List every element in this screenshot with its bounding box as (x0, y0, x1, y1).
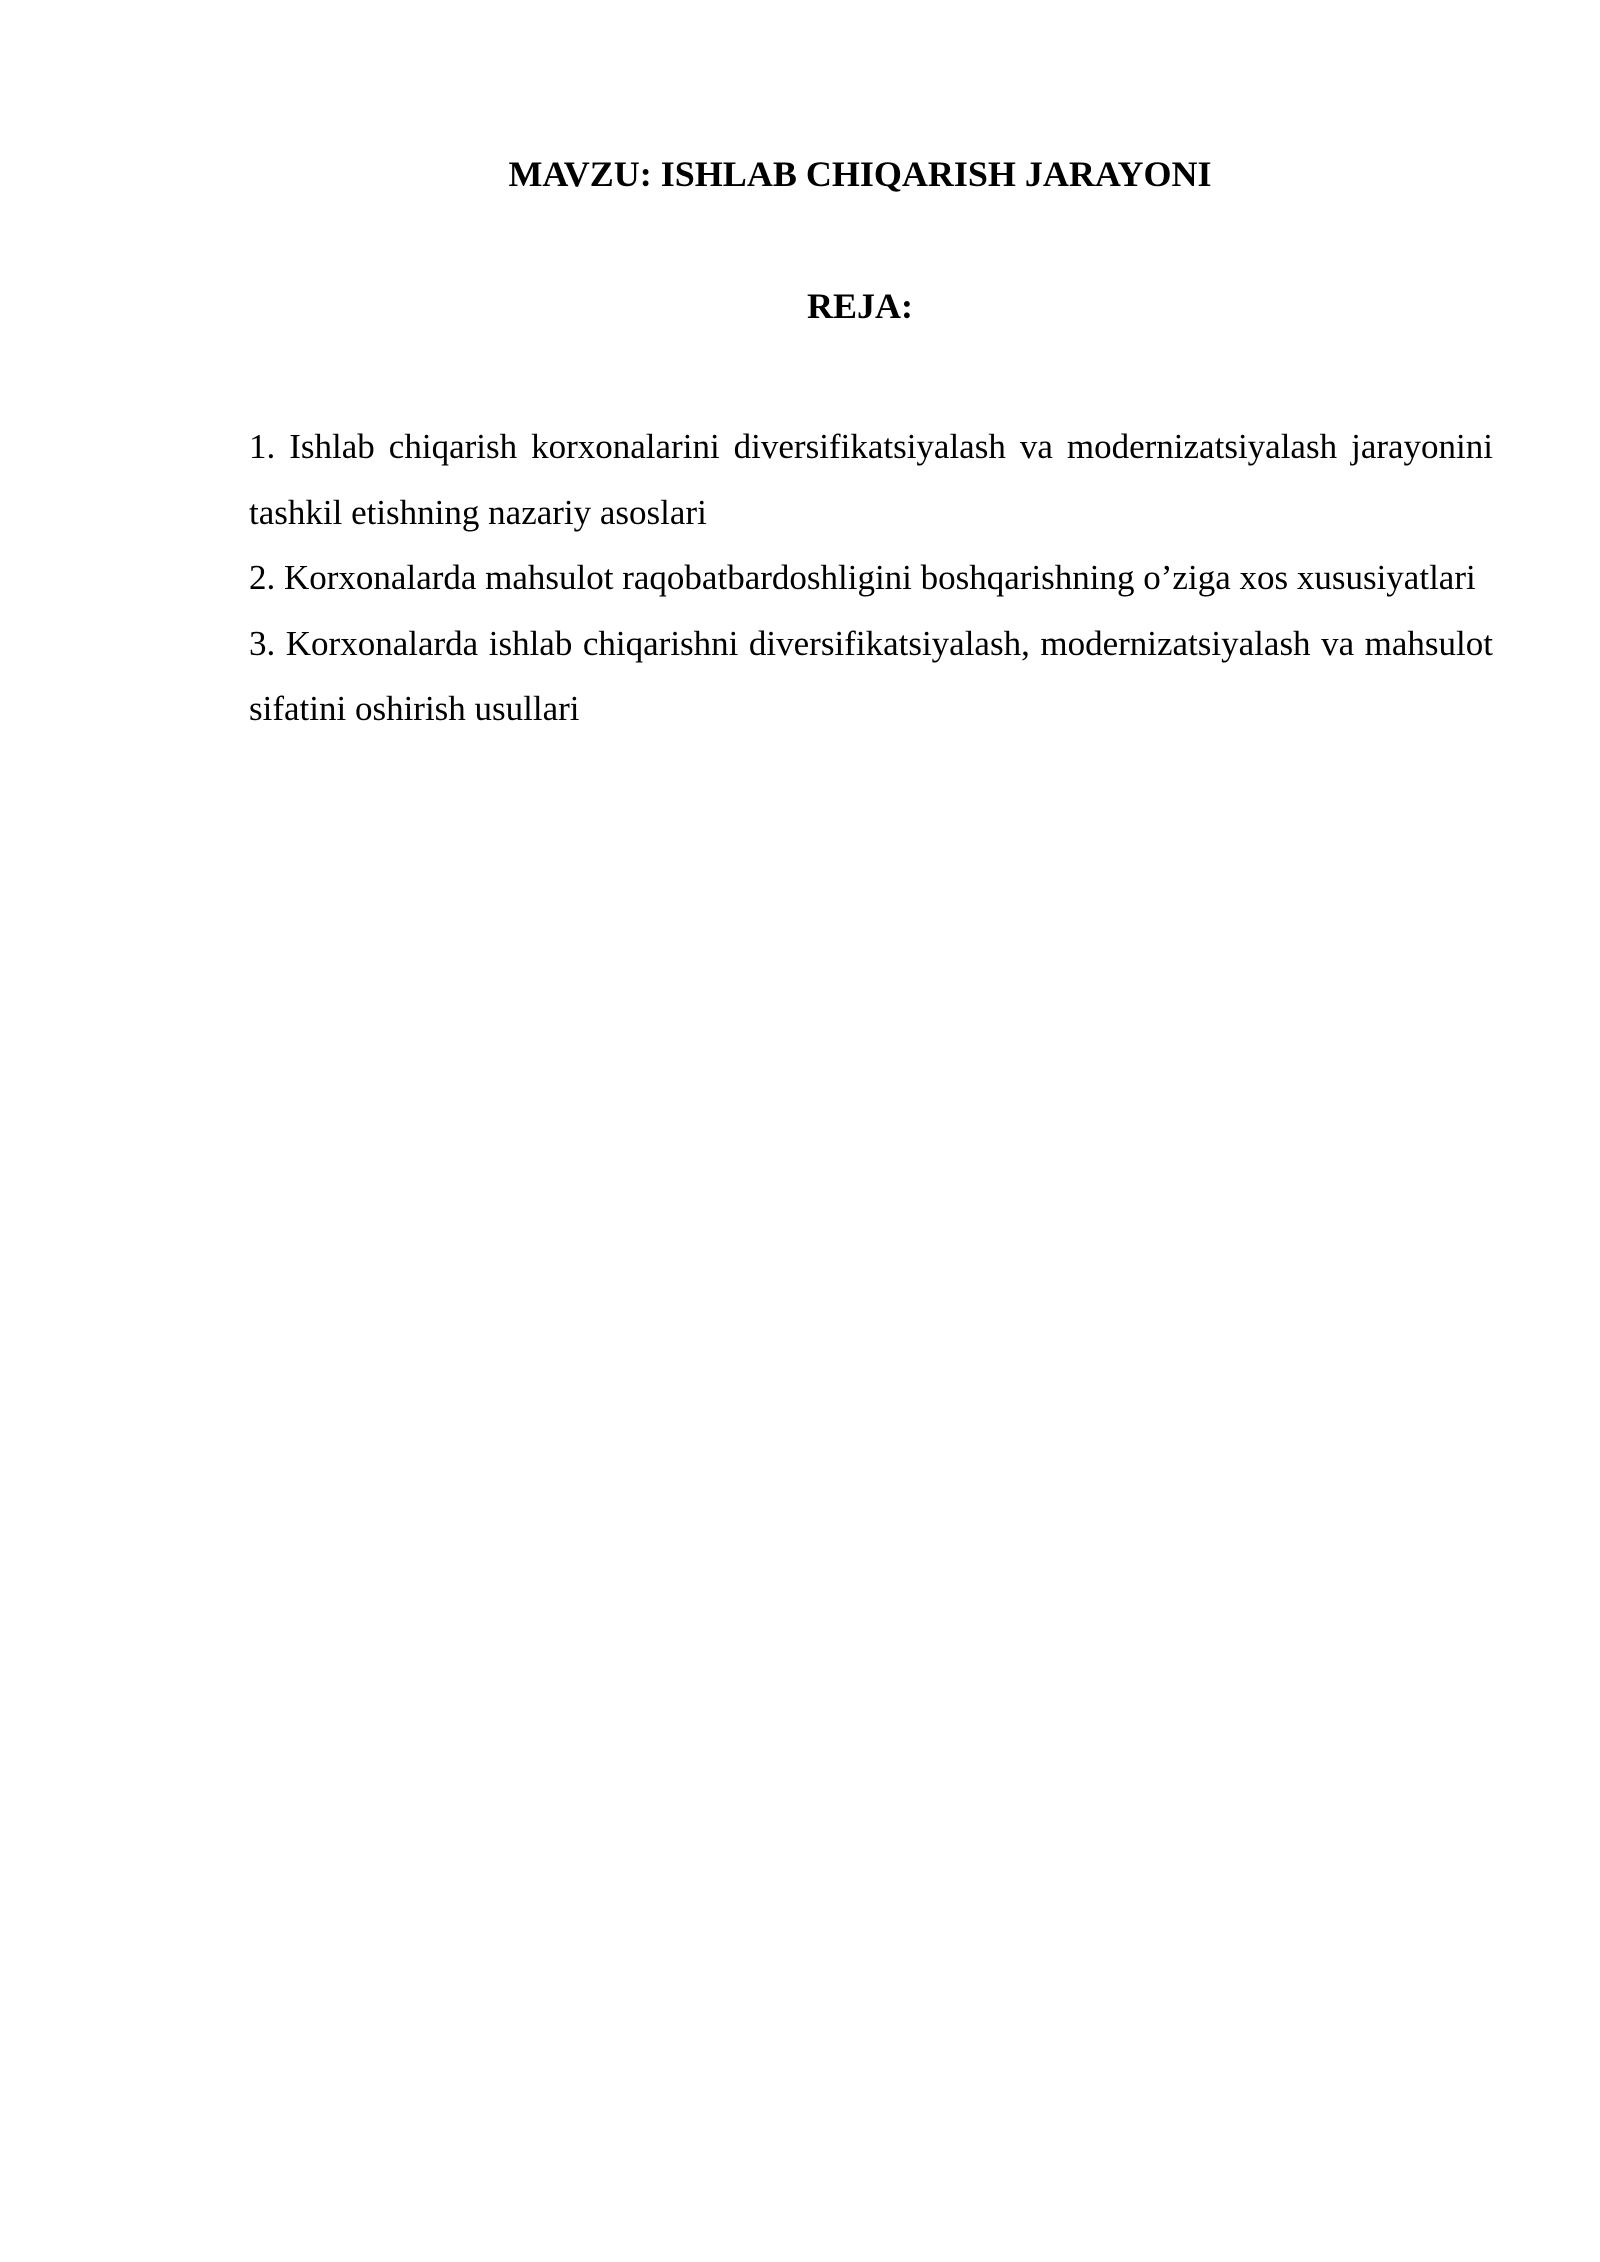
plan-item-3: 3. Korxonalarda ishlab chiqarishni diversifikatsiyalash, modernizatsiyalash va mahsulot sifatini oshirish usullari (249, 623, 1493, 728)
plan-item-2: 2. Korxonalarda mahsulot raqobatbardoshligini boshqarishning o’ziga xos xususiyatlari (249, 558, 1476, 597)
plan-list (249, 414, 1493, 742)
plan-item-1: 1. Ishlab chiqarish korxonalarini diversifikatsiyalash va modernizatsiyalash jarayonini tashkil etishning nazariy asoslari (249, 427, 1493, 532)
plan-heading: REJA: (807, 286, 913, 326)
document-title: MAVZU: ISHLAB CHIQARISH JARAYONI (508, 154, 1212, 194)
